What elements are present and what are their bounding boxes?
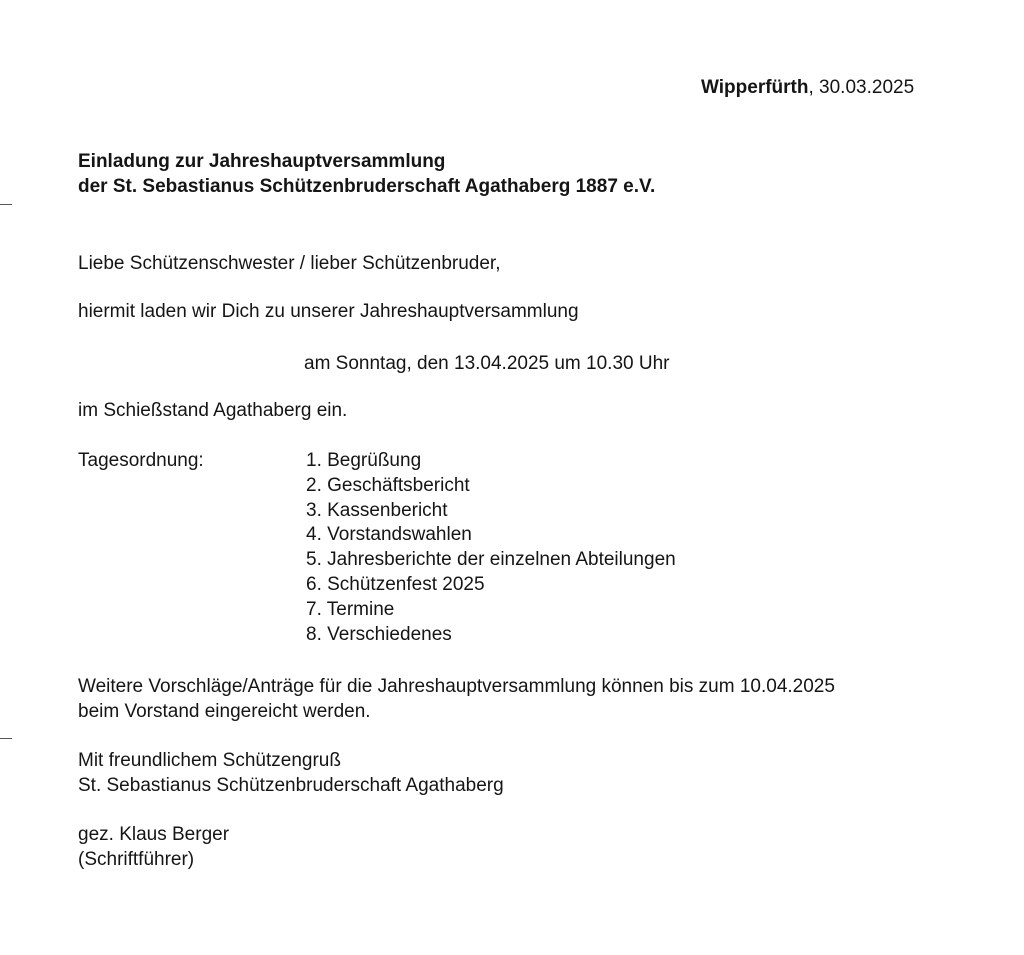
proposals-line-1: Weitere Vorschläge/Anträge für die Jahreshauptversammlung können bis zum 10.04.2025 (78, 676, 835, 697)
meeting-location: im Schießstand Agathaberg ein. (78, 400, 348, 421)
place-date (701, 76, 914, 100)
date: 30.03.2025 (819, 77, 915, 98)
city: Wipperfürth (701, 77, 809, 98)
agenda-list (306, 449, 676, 647)
date-separator: , (808, 77, 820, 98)
agenda-item: 2. Geschäftsbericht (306, 474, 470, 496)
closing-organization: St. Sebastianus Schützenbruderschaft Agathaberg (78, 775, 504, 796)
agenda-item: 4. Vorstandswahlen (306, 524, 472, 546)
agenda-item: 5. Jahresberichte der einzelnen Abteilungen (306, 549, 676, 571)
agenda-item: 3. Kassenbericht (306, 499, 448, 521)
salutation: Liebe Schützenschwester / lieber Schützenbruder, (78, 253, 501, 274)
subject-line-1: Einladung zur Jahreshauptversammlung (78, 151, 446, 172)
agenda-item: 8. Verschiedenes (306, 623, 452, 645)
fold-mark-top (0, 204, 12, 205)
agenda-item: 7. Termine (306, 598, 395, 620)
proposals-line-2: beim Vorstand eingereicht werden. (78, 701, 371, 722)
fold-mark-bottom (0, 738, 12, 739)
subject-line-2: der St. Sebastianus Schützenbruderschaft Agathaberg 1887 e.V. (78, 176, 656, 197)
agenda-item: 6. Schützenfest 2025 (306, 573, 485, 595)
agenda-item: 1. Begrüßung (306, 450, 422, 471)
closing-greeting: Mit freundlichem Schützengruß (78, 750, 341, 771)
intro-text: hiermit laden wir Dich zu unserer Jahreshauptversammlung (78, 301, 579, 322)
meeting-date-time: am Sonntag, den 13.04.2025 um 10.30 Uhr (304, 353, 670, 374)
signature-name: gez. Klaus Berger (78, 824, 230, 845)
agenda-label: Tagesordnung: (78, 450, 204, 471)
signature-role: (Schriftführer) (78, 849, 195, 870)
